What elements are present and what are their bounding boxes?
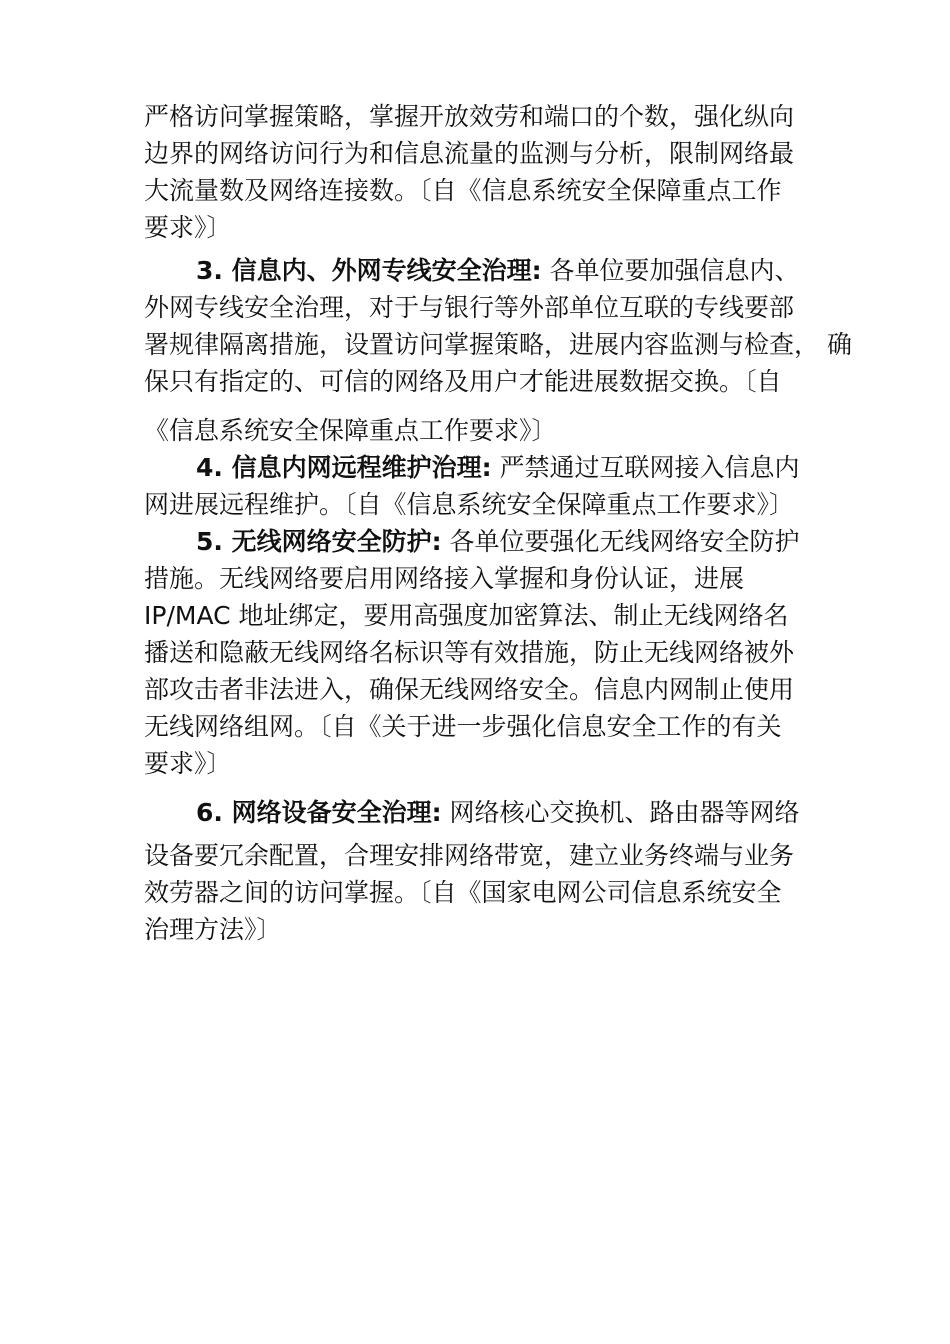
item6-line-2: 设备要冗余配置，合理安排网络带宽，建立业务终端与业务 xyxy=(144,841,795,870)
item3-line-5: 《信息系统安全保障重点工作要求》〕 xyxy=(144,416,557,445)
item5-line-3: IP/MAC 地址绑定，要用高强度加密算法、制止无线网络名 xyxy=(144,601,789,630)
item3-line-1 xyxy=(144,252,824,289)
document-body xyxy=(144,98,852,948)
item5-line-4: 播送和隐蔽无线网络名标识等有效措施，防止无线网络被外 xyxy=(144,638,795,667)
item4-line-1 xyxy=(144,449,824,486)
para1-line-1: 严格访问掌握策略，掌握开放效劳和端口的个数，强化纵向 xyxy=(144,102,795,131)
item6-line-4: 治理方法》〕 xyxy=(144,915,282,944)
item6-line-1 xyxy=(144,794,824,831)
item5-line-5: 部攻击者非法进入，确保无线网络安全。信息内网制止使用 xyxy=(144,675,795,704)
item4-line-2: 网进展远程维护。〔自《信息系统安全保障重点工作要求》〕 xyxy=(144,490,795,519)
item3-line-3: 署规律隔离措施，设置访问掌握策略，进展内容监测与检查， 确 xyxy=(144,330,852,359)
item4-heading: 4. 信息内网远程维护治理: xyxy=(196,453,492,482)
item3-line-2: 外网专线安全治理，对于与银行等外部单位互联的专线要部 xyxy=(144,293,795,322)
para1-line-4: 要求》〕 xyxy=(144,213,232,242)
item5-line-6: 无线网络组网。〔自《关于进一步强化信息安全工作的有关 xyxy=(144,712,782,741)
item5-heading: 5. 无线网络安全防护: xyxy=(196,527,442,556)
item5-line-1 xyxy=(144,523,824,560)
para1-line-3: 大流量数及网络连接数。〔自《信息系统安全保障重点工作 xyxy=(144,176,782,205)
item6-line-1-text: 网络核心交换机、路由器等网络 xyxy=(441,798,800,827)
item5-line-1-text: 各单位要强化无线网络安全防护 xyxy=(441,527,800,556)
para1-line-2: 边界的网络访问行为和信息流量的监测与分析，限制网络最 xyxy=(144,139,795,168)
item3-line-4: 保只有指定的、可信的网络及用户才能进展数据交换。〔自 xyxy=(144,367,782,396)
item5-line-7: 要求》〕 xyxy=(144,749,232,778)
item6-heading: 6. 网络设备安全治理: xyxy=(196,798,442,827)
item5-line-2: 措施。无线网络要启用网络接入掌握和身份认证，进展 xyxy=(144,564,745,593)
item3-heading: 3. 信息内、外网专线安全治理: xyxy=(196,256,542,285)
item3-line-1-text: 各单位要加强信息内、 xyxy=(541,256,800,285)
item6-line-3: 效劳器之间的访问掌握。〔自《国家电网公司信息系统安全 xyxy=(144,878,782,907)
item4-line-1-text: 严禁通过互联网接入信息内 xyxy=(491,453,800,482)
